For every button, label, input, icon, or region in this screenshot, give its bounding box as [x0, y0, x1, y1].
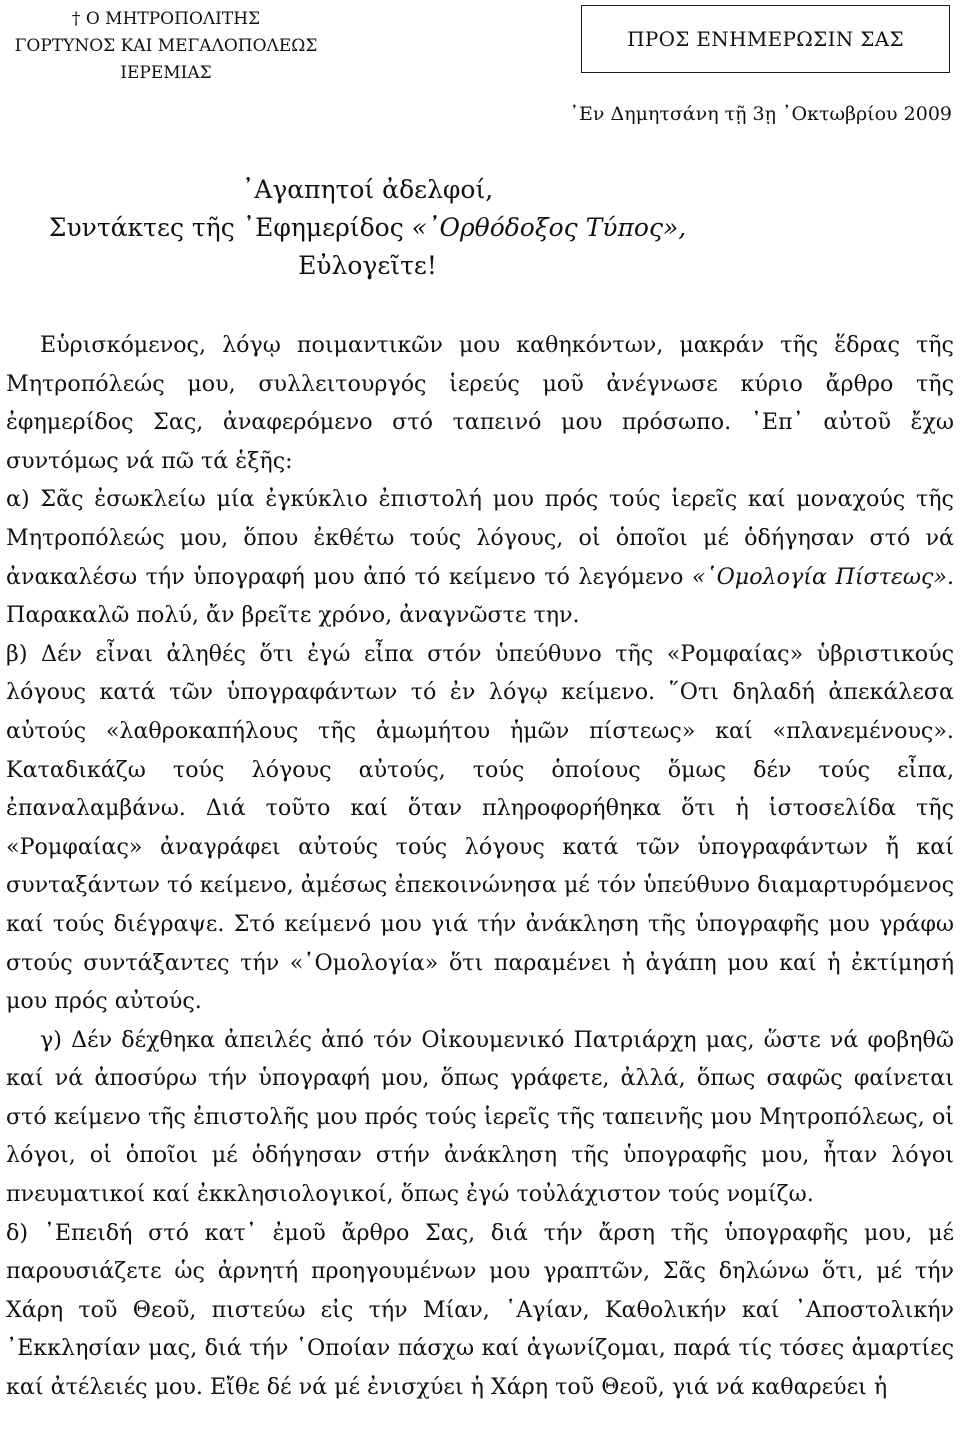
salutation-line-2 [0, 209, 735, 247]
salutation [0, 171, 735, 285]
letter-body [6, 326, 954, 1407]
sender-block [2, 6, 330, 87]
paragraph-d: δ) ᾿Επειδή στό κατ᾿ ἐμοῦ ἄρθρο Σας, διά τήν ἄρση τῆς ὑπογραφῆς μου, μέ παρουσιάζετε ὡς ἀρνητή προηγουμένων μου γραπτῶν, Σᾶς δηλώνω ὅτι, μέ τήν Χάρη τοῦ Θεοῦ, πιστεύω εἰς τήν Μίαν, ῾Αγίαν, Καθολικήν καί ᾿Αποστολικήν ᾿Εκκλησίαν μας, διά τήν ῾Οποίαν πάσχω καί ἀγωνίζομαι, παρά τίς τόσες ἁμαρτίες καί ἀτέλειές μου. Εἴθε δέ νά μέ ἐνισχύει ἡ Χάρη τοῦ Θεοῦ, γιά νά καθαρεύει ἡ [6, 1219, 954, 1401]
salutation-line-2-prefix: Συντάκτες τῆς ᾿Εφημερίδος [48, 213, 412, 242]
salutation-line-3: Εὐλογεῖτε! [298, 251, 437, 280]
salutation-line-1: ᾿Αγαπητοί ἀδελφοί, [241, 175, 494, 204]
paragraph-b: β) Δέν εἶναι ἀληθές ὅτι ἐγώ εἶπα στόν ὑπεύθυνο τῆς «Ρομφαίας» ὑβριστικούς λόγους κατά τῶν ὑπογραφάντων τό ἐν λόγῳ κείμενο. ῞Οτι δηλαδή ἀπεκάλεσα αὐτούς «λαθροκαπήλους τῆς ἀμωμήτου ἡμῶν πίστεως» καί «πλανεμένους». Καταδικάζω τούς λόγους αὐτούς, τούς ὁποίους ὅμως δέν τούς εἶπα, ἐπαναλαμβάνω. Διά τοῦτο καί ὅταν πληροφορήθηκα ὅτι ἡ ἱστοσελίδα τῆς «Ρομφαίας» ἀναγράφει αὐτούς τούς λόγους κατά τῶν ὑπογραφάντων ἤ καί συνταξάντων τό κείμενο, ἀμέσως ἐπεκοινώνησα μέ τόν ὑπεύθυνο διαμαρτυρόμενος καί τούς διέγραψε. Στό κείμενό μου γιά τήν ἀνάκληση τῆς ὑπογραφῆς μου γράφω στούς συντάξαντες τήν «῾Ομολογία» ὅτι παραμένει ἡ ἀγάπη μου καί ἡ ἐκτίμησή μου πρός αὐτούς. [6, 640, 954, 1015]
paragraph-intro: Εὑρισκόμενος, λόγῳ ποιμαντικῶν μου καθηκόντων, μακράν τῆς ἕδρας τῆς Μητροπόλεώς μου, συλλειτουργός ἱερεύς μοῦ ἀνέγνωσε κύριο ἄρθρο τῆς ἐφημερίδος Σας, ἀναφερόμενο στό ταπεινό μου πρόσωπο. ᾿Επ᾿ αὐτοῦ ἔχω συντόμως νά πῶ τά ἑξῆς: [6, 332, 954, 474]
subject-box [581, 5, 950, 73]
paragraph-c: γ) Δέν δέχθηκα ἀπειλές ἀπό τόν Οἰκουμενικό Πατριάρχη μας, ὥστε νά φοβηθῶ καί νά ἀποσύρω τήν ὑπογραφή μου, ὅπως γράφετε, ἀλλά, ὅπως σαφῶς φαίνεται στό κείμενο τῆς ἐπιστολῆς μου πρός τούς ἱερεῖς τῆς ταπεινῆς μου Μητροπόλεως, οἱ λόγοι, οἱ ὁποῖοι μέ ὁδήγησαν στήν ἀνάκληση τῆς ὑπογραφῆς μου, ἦταν λόγοι πνευματικοί καί ἐκκλησιολογικοί, ὅπως ἐγώ τοὐλάχιστον τούς νομίζω. [6, 1026, 954, 1208]
letter-date: ᾿Εν Δημητσάνη τῇ 3ῃ ᾿Οκτωβρίου 2009 [569, 103, 952, 125]
newspaper-title: «᾿Ορθόδοξος Τύπος», [411, 213, 687, 242]
paragraph-a-text: α) Σᾶς ἐσωκλείω μία ἐγκύκλιο ἐπιστολή μου πρός τούς ἱερεῖς καί μοναχούς τῆς Μητροπόλεώς μου, ὅπου ἐκθέτω τούς λόγους, οἱ ὁποῖοι μέ ὁδήγησαν στό νά ἀνακαλέσω τήν ὑπογραφή μου ἀπό τό κείμενο τό λεγόμενο [6, 486, 954, 590]
sender-see: ΓΟΡΤΥΝΟΣ ΚΑΙ ΜΕΓΑΛΟΠΟΛΕΩΣ [14, 36, 318, 56]
paragraph-a [6, 480, 954, 634]
paragraph-a-title: «῾Ομολογία Πίστεως». [691, 563, 954, 590]
sender-name: ΙΕΡΕΜΙΑΣ [120, 63, 212, 83]
sender-title: † Ο ΜΗΤΡΟΠΟΛΙΤΗΣ [71, 9, 261, 29]
subject-box-title: ΠΡΟΣ ΕΝΗΜΕΡΩΣΙΝ ΣΑΣ [627, 27, 904, 51]
paragraph-a-tail: Παρακαλῶ πολύ, ἄν βρεῖτε χρόνο, ἀναγνῶστε την. [6, 602, 580, 629]
